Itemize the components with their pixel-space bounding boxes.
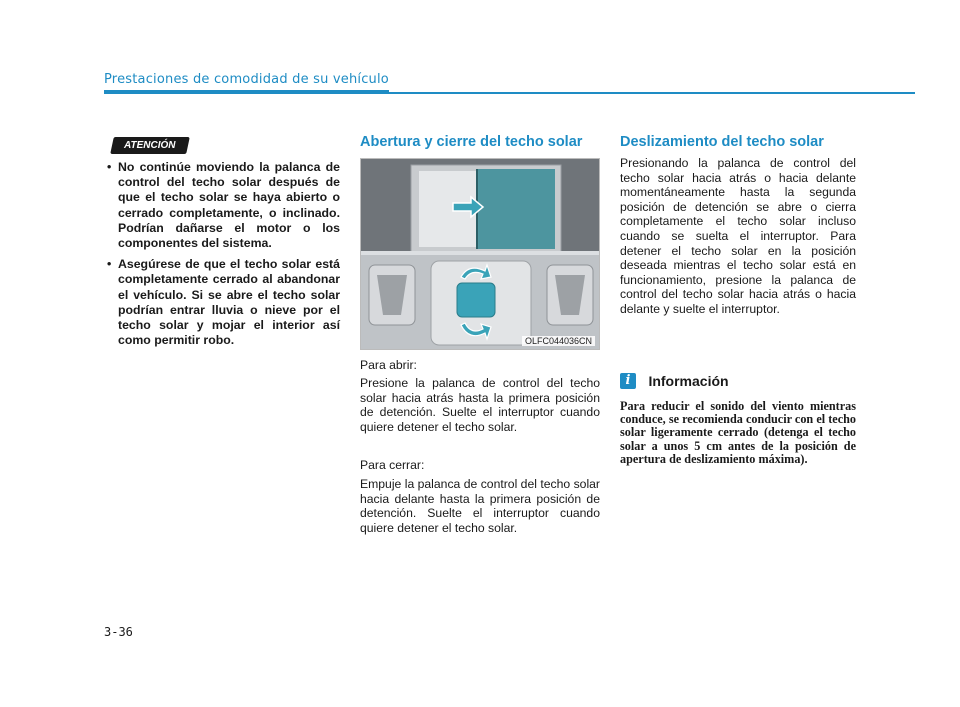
opening-heading: Abertura y cierre del techo solar [360, 134, 583, 150]
header-rule-thin [389, 92, 915, 94]
open-label: Para abrir: [360, 358, 417, 372]
sunroof-figure [360, 158, 600, 350]
close-instructions: Empuje la palanca de control del techo solar hacia delante hasta la primera posición de detención. Suelte el interruptor cuando quiere detener el techo solar. [360, 477, 600, 535]
figure-code: OLFC044036CN [522, 336, 595, 346]
caution-item: • Asegúrese de que el techo solar está completamente cerrado al abandonar el vehículo. Si se abre el techo solar podrían entrar lluvia o nieve por el techo solar y mojar el interior así como permitir robo. [104, 257, 340, 348]
open-instructions: Presione la palanca de control del techo solar hacia atrás hasta la primera posición de detención. Suelte el interruptor cuando quiere detener el techo solar. [360, 376, 600, 434]
caution-badge-label: ATENCIÓN [124, 140, 176, 151]
caution-list [104, 160, 340, 354]
info-title: Información [648, 372, 729, 389]
sliding-heading: Deslizamiento del techo solar [620, 134, 824, 150]
info-icon: i [620, 373, 636, 389]
caution-item: • No continúe moviendo la palanca de control del techo solar después de que el techo solar se haya abierto o cerrado completamente, o inclinado. Podrían dañarse el motor o los componentes del sistema. [104, 160, 340, 251]
sliding-text: Presionando la palanca de control del techo solar hacia atrás o hacia delante momentáneamente hasta la segunda posición de detención se abre o cierra completamente el techo solar incluso cuando se suelta el interruptor. Para detener el techo solar en la posición deseada mientras el techo solar está en funcionamiento, presione la palanca de control del techo solar hacia atrás o hacia delante y suelte el interruptor. [620, 156, 856, 316]
info-text: Para reducir el sonido del viento mientras conduce, se recomienda conducir con el techo solar ligeramente cerrado (detenga el techo solar a unos 5 cm antes de la posición de apertura de deslizamiento máxima). [620, 399, 856, 466]
sunroof-switch [457, 283, 495, 317]
info-block [620, 372, 856, 466]
caution-badge [110, 137, 190, 154]
sunroof-glass-tinted [477, 169, 555, 249]
header-rule-thick [104, 90, 389, 94]
header-title: Prestaciones de comodidad de su vehículo [104, 72, 389, 87]
page-number: 3-36 [104, 625, 133, 639]
close-label: Para cerrar: [360, 458, 425, 472]
divider-strip [361, 251, 600, 255]
sunroof-illustration [361, 159, 600, 350]
